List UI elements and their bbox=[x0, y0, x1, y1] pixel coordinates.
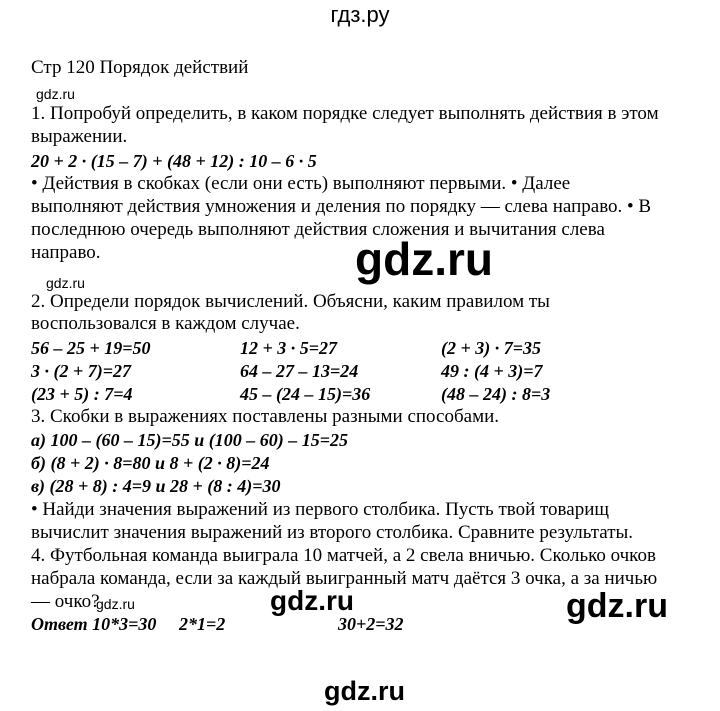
task4-question-line2: набрала команда, если за каждый выигранный матч даётся 3 очка, а за ничью bbox=[31, 568, 658, 589]
task1-question-line1: 1. Попробуй определить, в каком порядке следует выполнять действия в этом bbox=[31, 103, 659, 124]
task2-expr: 64 – 27 – 13=24 bbox=[240, 361, 359, 381]
task3-item-a: а) 100 – (60 – 15)=55 и (100 – 60) – 15=25 bbox=[31, 430, 348, 450]
task4-answer: Ответ 10*3=30 bbox=[31, 614, 157, 634]
task3-note-line2: вычислит значения выражений из второго столбика. Сравните результаты. bbox=[31, 522, 634, 543]
watermark-footer: gdz.ru bbox=[324, 676, 405, 706]
task2-expr: (2 + 3) · 7=35 bbox=[441, 338, 542, 358]
watermark-small: gdz.ru bbox=[36, 86, 75, 102]
task4-answer-part3: 30+2=32 bbox=[338, 614, 404, 634]
page-title: Стр 120 Порядок действий bbox=[31, 57, 249, 78]
task2-expr: 3 · (2 + 7)=27 bbox=[31, 361, 132, 381]
task4-question-line3: — очко? bbox=[31, 591, 100, 612]
task1-rule-line2: выполняют действия умножения и деления по порядку — слева направо. • В bbox=[31, 196, 652, 217]
task4-answer-part2: 2*1=2 bbox=[179, 614, 226, 634]
task2-expr: 45 – (24 – 15)=36 bbox=[240, 384, 371, 404]
watermark-small: gdz.ru bbox=[46, 275, 85, 291]
task3-item-c: в) (28 + 8) : 4=9 и 28 + (8 : 4)=30 bbox=[31, 476, 281, 496]
task2-expr: (23 + 5) : 7=4 bbox=[31, 384, 133, 404]
task2-expr: 12 + 3 · 5=27 bbox=[240, 338, 338, 358]
watermark-medium: gdz.ru bbox=[270, 585, 354, 616]
task3-item-b: б) (8 + 2) · 8=80 и 8 + (2 · 8)=24 bbox=[31, 453, 270, 473]
watermark-medium: gdz.ru bbox=[566, 587, 668, 625]
task3-note-line1: • Найди значения выражений из первого столбика. Пусть твой товарищ bbox=[31, 499, 610, 520]
task2-expr: (48 – 24) : 8=3 bbox=[441, 384, 551, 404]
task1-rule-line4: направо. bbox=[31, 242, 101, 263]
task1-rule-line1: • Действия в скобках (если они есть) выполняют первыми. • Далее bbox=[31, 173, 571, 194]
task1-expression: 20 + 2 · (15 – 7) + (48 + 12) : 10 – 6 · 5 bbox=[31, 151, 317, 171]
site-header[interactable]: гдз.ру bbox=[330, 2, 390, 27]
task4-question-line1: 4. Футбольная команда выиграла 10 матчей, а 2 свела вничью. Сколько очков bbox=[31, 545, 656, 566]
watermark-small: gdz.ru bbox=[96, 596, 135, 612]
task3-question-line1: 3. Скобки в выражениях поставлены разными способами. bbox=[31, 406, 500, 427]
task1-rule-line3: последнюю очередь выполняют действия сложения и вычитания слева bbox=[31, 219, 605, 240]
watermark-large: gdz.ru bbox=[355, 233, 493, 285]
task2-question-line2: воспользовался в каждом случае. bbox=[31, 313, 300, 334]
task2-question-line1: 2. Определи порядок вычислений. Объясни, каким правилом ты bbox=[31, 291, 550, 312]
task2-expr: 56 – 25 + 19=50 bbox=[31, 338, 151, 358]
task2-expr: 49 : (4 + 3)=7 bbox=[441, 361, 543, 381]
task1-question-line2: выражении. bbox=[31, 126, 128, 147]
